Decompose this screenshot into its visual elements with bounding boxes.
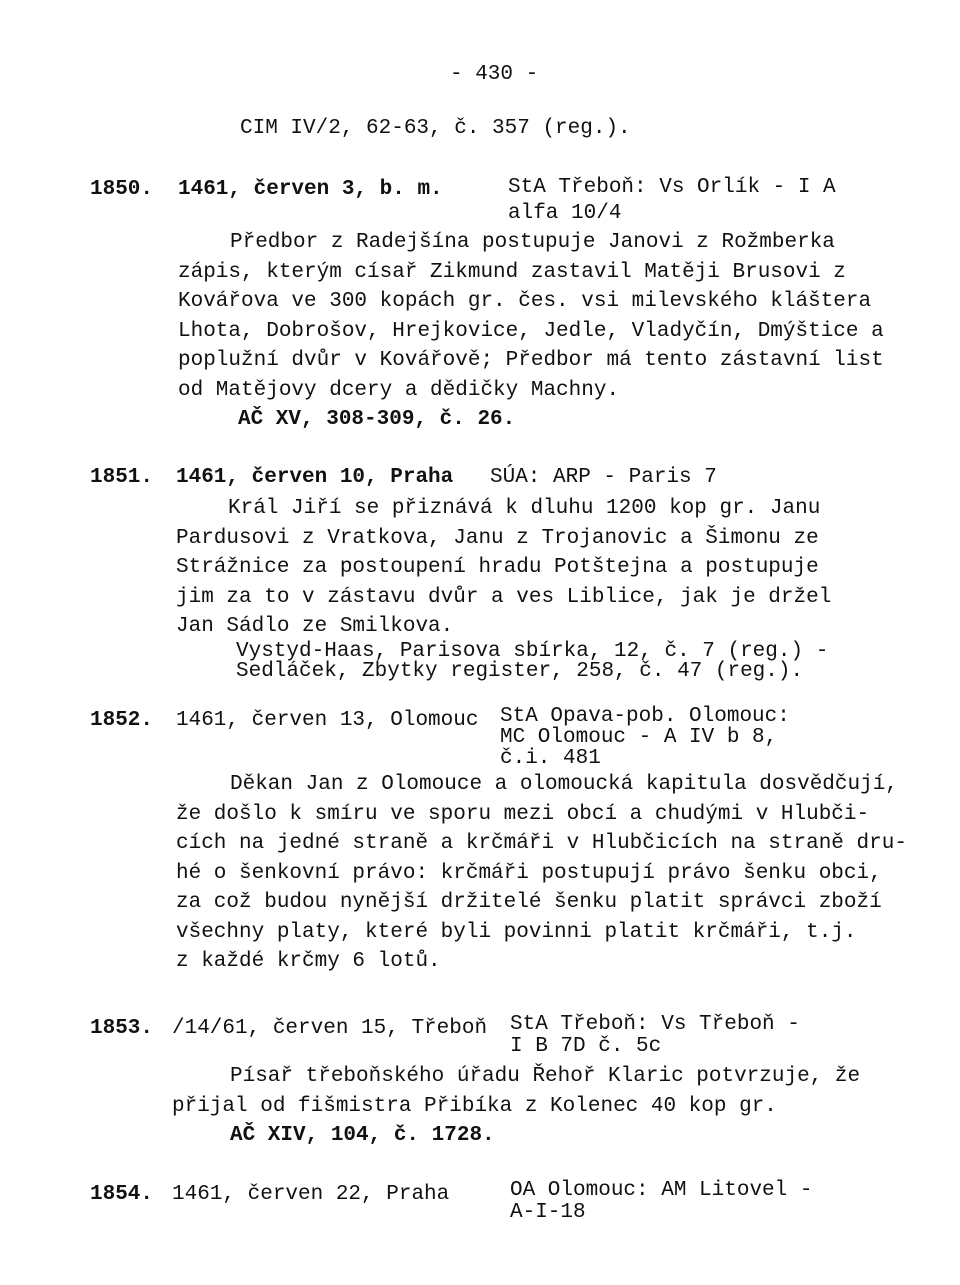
- entry-date: 1461, červen 22, Praha: [172, 1183, 450, 1206]
- entry-archive: StA Opava-pob. Olomouc: MC Olomouc - A IV b 8, č.i. 481: [500, 705, 790, 770]
- entry-text: Král Jiří se přiznává k dluhu 1200 kop gr. Janu Pardusovi z Vratkova, Janu z Trojanovic a Šimonu ze Strážnice za postoupení hradu Potštejna a postupuje jim za to v zástavu dvůr a ves Liblice, jak je držel Jan Sádlo ze Smilkova.: [176, 497, 832, 638]
- entry-date: /14/61, červen 15, Třeboň: [172, 1017, 488, 1040]
- entry-number: 1851.: [90, 466, 154, 489]
- entry-reference: Vystyd-Haas, Parisova sbírka, 12, č. 7 (reg.) - Sedláček, Zbytky register, 258, č. 47 (reg.).: [236, 640, 829, 683]
- entry-number: 1853.: [90, 1017, 154, 1040]
- entry-text: Děkan Jan z Olomouce a olomoucká kapitula dosvědčují, že došlo k smíru ve sporu mezi obcí a chudými v Hlubči- cích na jedné straně a krčmáři v Hlubčicích na straně dru- hé o šenkovní právo: krčmáři postupují právo šenku obci, za což budou nynější držitelé šenku platit správci zboží všechny platy, které byli povinni platit krčmáři, t.j. z každé krčmy 6 lotů.: [176, 773, 907, 973]
- entry-archive: OA Olomouc: AM Litovel - A-I-18: [510, 1179, 813, 1224]
- entry-text: Písař třeboňského úřadu Řehoř Klaric potvrzuje, že přijal od fišmistra Přibíka z Kolenec 40 kop gr. AČ XIV, 104, č. 1728.: [172, 1062, 860, 1151]
- entry-archive: StA Třeboň: Vs Orlík - I A alfa 10/4: [508, 176, 836, 225]
- entry-number: 1850.: [90, 178, 154, 201]
- entry-text: Předbor z Radejšína postupuje Janovi z Rožmberka zápis, kterým císař Zikmund zastavil Matěji Brusovi z Kovářova ve 300 kopách gr. čes. vsi milevského kláštera Lhota, Dobrošov, Hrejkovice, Jedle, Vladyčín, Dmýštice a poplužní dvůr v Kovářově; Předbor má tento zástavní list od Matějovy dcery a dědičky Machny. AČ XV, 308-309, č. 26.: [178, 228, 884, 435]
- entry-date: 1461, červen 3, b. m.: [178, 178, 443, 201]
- entry-date: 1461, červen 10, Praha: [176, 466, 454, 489]
- entry-archive: StA Třeboň: Vs Třeboň - I B 7D č. 5c: [510, 1013, 800, 1058]
- top-reference: CIM IV/2, 62-63, č. 357 (reg.).: [240, 117, 631, 140]
- page-number: - 430 -: [450, 63, 539, 86]
- entry-number: 1854.: [90, 1183, 154, 1206]
- entry-reference: AČ XV, 308-309, č. 26.: [238, 408, 516, 431]
- entry-number: 1852.: [90, 709, 154, 732]
- entry-reference: AČ XIV, 104, č. 1728.: [230, 1124, 495, 1147]
- entry-date: 1461, červen 13, Olomouc: [176, 709, 479, 732]
- entry-archive: SÚA: ARP - Paris 7: [490, 466, 717, 489]
